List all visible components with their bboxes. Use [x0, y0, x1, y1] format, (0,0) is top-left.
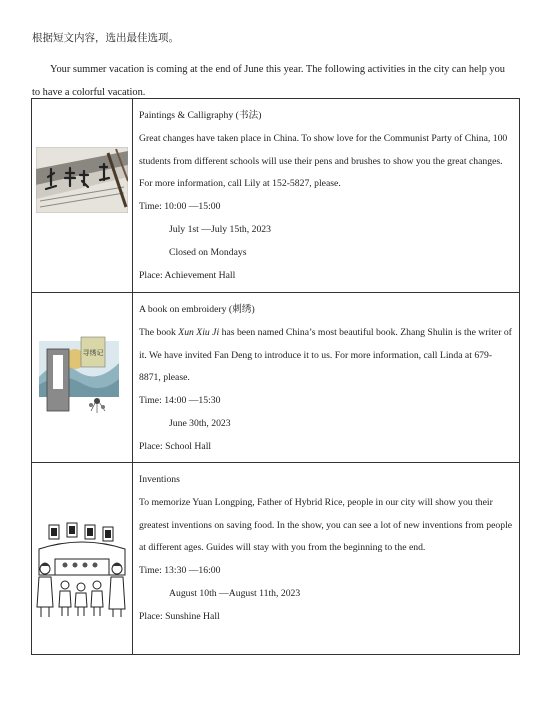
- activity-dates: July 1st —July 15th, 2023: [169, 223, 271, 235]
- exhibition-visitors-image: [35, 519, 129, 619]
- activity-time: Time: 10:00 —15:00: [139, 201, 221, 213]
- activity-row: [32, 293, 520, 463]
- book-title-italic: Xun Xiu Ji: [178, 326, 220, 338]
- activity-title: Inventions: [139, 474, 180, 485]
- activity-image-cell: [32, 463, 133, 655]
- calligraphy-brush-image: [36, 147, 128, 213]
- activity-description: Great changes have taken place in China. To show love for the Communist Party of China, 100 students from different schools will use their pens and brushes to show you the great changes. For more information, call Lily at 152-5827, please.: [139, 132, 508, 190]
- activities-table: [31, 98, 520, 655]
- activity-time: Time: 14:00 —15:30: [139, 395, 221, 407]
- activity-dates: August 10th —August 11th, 2023: [169, 587, 301, 599]
- activity-title: A book on embroidery (刺绣): [139, 304, 255, 315]
- activity-dates: June 30th, 2023: [169, 417, 231, 429]
- activity-row: [32, 99, 520, 293]
- activity-place: Place: School Hall: [139, 440, 212, 452]
- activity-image-cell: [32, 293, 133, 463]
- description-post: has been named China’s most beautiful book. Zhang Shulin is the writer of it. We have invited Fan Deng to introduce it to us. For more information, call Linda at 679-8871, please.: [139, 326, 512, 384]
- activity-note: Closed on Mondays: [169, 246, 247, 258]
- instruction-text: 根据短文内容，选出最佳选项。: [32, 33, 179, 44]
- activity-row: [32, 463, 520, 655]
- activity-title: Paintings & Calligraphy (书法): [139, 110, 262, 121]
- book-cover-title: 寻绣记: [82, 349, 104, 357]
- activity-image-cell: [32, 99, 133, 293]
- activity-text-cell: [133, 293, 520, 463]
- description-pre: The book: [139, 326, 179, 338]
- embroidery-book-image: [37, 327, 125, 415]
- activity-place: Place: Achievement Hall: [139, 269, 236, 281]
- activity-place: Place: Sunshine Hall: [139, 610, 220, 622]
- activity-description: [139, 322, 513, 390]
- activity-text-cell: [133, 99, 520, 293]
- activity-description: To memorize Yuan Longping, Father of Hybrid Rice, people in our city will show you their greatest inventions on saving food. In the show, you can see a lot of new inventions from people at different ages. Guides will stay with you from the beginning to the end.: [139, 496, 513, 554]
- activity-text-cell: [133, 463, 520, 655]
- activity-time: Time: 13:30 —16:00: [139, 565, 221, 577]
- intro-line-2: to have a colorful vacation.: [32, 87, 146, 98]
- intro-line-1: Your summer vacation is coming at the end of June this year. The following activities in the city can help you: [50, 64, 505, 75]
